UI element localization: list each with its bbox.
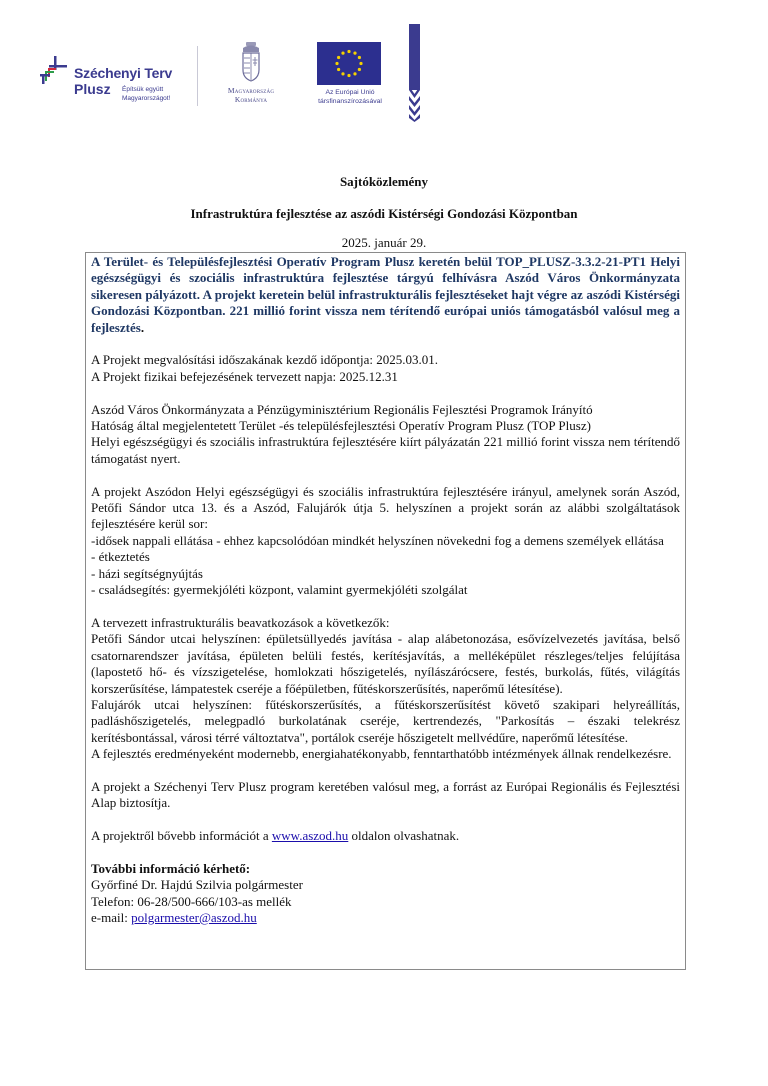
lead-text: A Terület- és Településfejlesztési Operatív Program Plusz keretén belül TOP_PLUSZ-3.3.2-21-PT1 Helyi egészségügyi és szociális infrastruktúra fejlesztése tárgyú felhívásra Aszód Város Önkormányzata sikeresen pályázott. A projekt keretein belül infrastrukturális fejlesztéseket hajt végre az aszódi Kistérségi Gondozási Központban. 221 millió forint vissza nem térítendő európai uniós támogatásból valósul meg a fejlesztés	[91, 254, 680, 335]
interventions-heading: A tervezett infrastrukturális beavatkozások a következők:	[91, 614, 390, 630]
szechenyi-terv-plusz-logo	[40, 52, 190, 108]
eu-line-1: Az Európai Unió	[325, 89, 375, 96]
eu-star-icon	[347, 74, 350, 77]
more-info-paragraph	[91, 828, 680, 844]
start-date-line: A Projekt megvalósítási időszakának kezdő időpontja: 2025.03.01.	[91, 352, 438, 368]
service-item: -idősek nappali ellátása - ehhez kapcsolódóan mindkét helyszínen növekedni fog a demens személyek ellátása	[91, 532, 664, 548]
contact-phone: Telefon: 06-28/500-666/103-as mellék	[91, 893, 292, 909]
eu-star-icon	[359, 62, 362, 65]
award-line-2: Hatóság által megjelentetett Terület -és településfejlesztési Operatív Program Plusz (TOP Plusz)	[91, 418, 591, 434]
lead-paragraph	[91, 254, 680, 336]
contact-heading	[91, 861, 680, 877]
government-label	[210, 86, 292, 104]
document-subtitle: Infrastruktúra fejlesztése az aszódi Kistérségi Gondozási Központban	[190, 206, 578, 221]
hungarian-government-logo	[210, 42, 292, 112]
funding-paragraph: A projekt a Széchenyi Terv Plusz program keretében valósul meg, a forrást az Európai Regionális és Fejlesztési Alap biztosítja.	[91, 778, 680, 811]
service-item: - házi segítségnyújtás	[91, 565, 203, 581]
eu-star-icon	[337, 56, 340, 59]
more-info-suffix: oldalon olvashatnak.	[348, 828, 460, 844]
document-date: 2025. január 29.	[341, 235, 427, 250]
award-line-1: Aszód Város Önkormányzata a Pénzügyminisztérium Regionális Fejlesztési Programok Irányító	[91, 401, 593, 417]
intervention-falujarok: Falujárók utcai helyszínen: fűtéskorszerűsítés, a fűtéskorszerűsítést követő szakipari helyreállítás, padláshőszigetelés, melegpadló burkolatának cseréje, kertrendezés, "Parkosítás – északi telekrész kerítésbontással, városi térré változtatva", portálok cseréje hőszigetelt mellvédűre, naperőmű létesítése.	[91, 696, 680, 745]
decorative-ribbon-icon	[409, 24, 420, 122]
logo-divider	[197, 46, 198, 106]
eu-cofinancing-logo	[300, 42, 400, 112]
press-release-body	[85, 252, 686, 970]
government-line-2: Kormánya	[234, 95, 268, 104]
eu-line-2: társfinanszírozásával	[318, 98, 382, 105]
eu-star-icon	[353, 72, 356, 75]
website-link[interactable]: www.aszod.hu	[271, 828, 349, 844]
more-info-prefix: A projektről bővebb információt a	[91, 828, 272, 844]
contact-name: Győrfiné Dr. Hajdú Szilvia polgármester	[91, 877, 303, 893]
document-title: Sajtóközlemény	[339, 174, 429, 189]
service-item: - családsegítés: gyermekjóléti központ, valamint gyermekjóléti szolgálat	[91, 582, 468, 598]
project-paragraph: A projekt Aszódon Helyi egészségügyi és szociális infrastruktúra fejlesztésére irányul, amelynek során Aszód, Petőfi Sándor utca 13. és a Aszód, Falujárók útja 5. helyszínen a projekt során az alábbi szolgáltatások fejlesztésére kerül sor:	[91, 483, 680, 532]
award-line-3: Helyi egészségügyi és szociális infrastruktúra fejlesztésére kiírt pályázatán 221 millió forint vissza nem térítendő támogatást nyert.	[91, 434, 680, 466]
eu-star-icon	[353, 52, 356, 55]
contact-email-line	[91, 910, 680, 926]
eu-star-icon	[341, 72, 344, 75]
eu-flag-icon	[317, 42, 381, 85]
email-link[interactable]: polgarmester@aszod.hu	[131, 910, 257, 926]
eu-stars-icon	[317, 42, 381, 85]
eu-star-icon	[335, 62, 338, 65]
szechenyi-cross-icon	[40, 52, 74, 86]
eu-star-icon	[358, 56, 361, 59]
szechenyi-plusz: Plusz	[74, 81, 111, 97]
szechenyi-tagline	[122, 85, 170, 103]
eu-star-icon	[337, 68, 340, 71]
result-paragraph: A fejlesztés eredményeként modernebb, energiahatékonyabb, fenntarthatóbb intézmények állnak rendelkezésre.	[91, 746, 672, 762]
eu-star-icon	[347, 50, 350, 53]
szechenyi-title: Széchenyi Terv	[74, 65, 173, 81]
contact-heading-text: További információ kérhető:	[91, 860, 251, 876]
coat-of-arms-icon	[240, 42, 262, 82]
eu-star-icon	[358, 68, 361, 71]
lead-period: .	[140, 319, 145, 335]
email-prefix: e-mail:	[91, 910, 132, 926]
government-line-1: Magyarország	[227, 86, 275, 95]
eu-label	[300, 88, 400, 106]
header-logos	[0, 0, 768, 130]
end-date-line: A Projekt fizikai befejezésének tervezett napja: 2025.12.31	[91, 368, 398, 384]
service-item: - étkeztetés	[91, 549, 150, 565]
intervention-petofi: Petőfi Sándor utcai helyszínen: épületsüllyedés javítása - alap alábetonozása, esővízelvezetés javítása, belső csatornarendszer javítása, épületen belüli festés, kerítésjavítás, a melléképület részleges/teljes felújítása (lapostető hő- és vízszigetelése, homlokzati hőszigetelés, nyílászárócsere, festés, burkolás, fűtés, világítás korszerűsítése, lámpatestek cseréje a főépületben, fűtéskorszerűsítés, naperőmű létesítése).	[91, 631, 680, 696]
tagline-line-1: Építsük együtt	[122, 86, 164, 93]
tagline-line-2: Magyarországot!	[122, 95, 171, 102]
eu-star-icon	[341, 52, 344, 55]
